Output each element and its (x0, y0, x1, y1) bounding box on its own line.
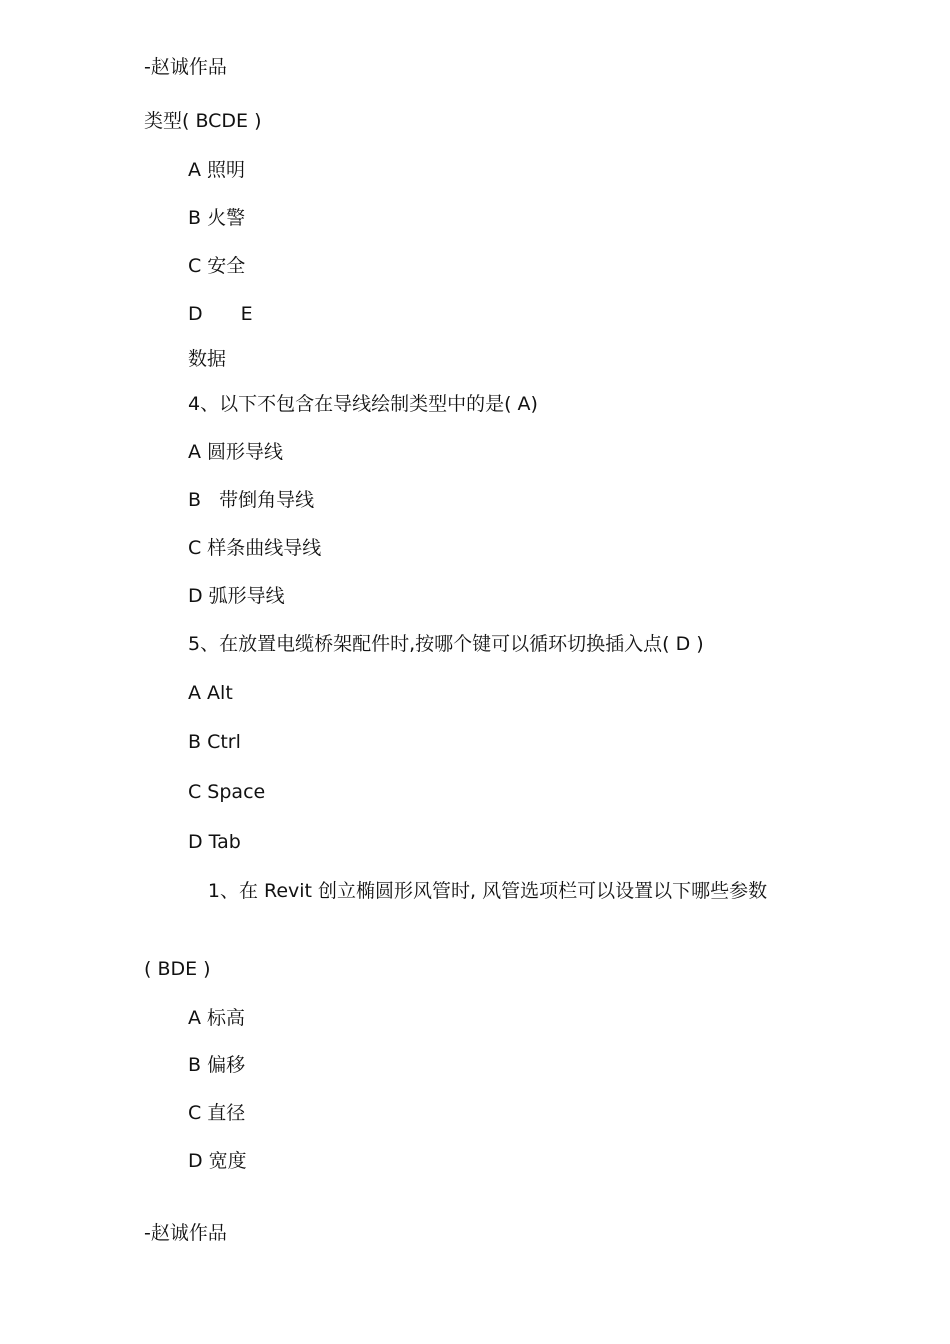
question-5-option-a: A Alt (188, 682, 233, 704)
page-footer: -赵诚作品 (144, 1222, 227, 1244)
multi-question-1-option-a: A 标高 (188, 1007, 246, 1029)
question-3-option-e: E (240, 303, 253, 325)
multi-question-1-option-b: B 偏移 (188, 1054, 246, 1076)
question-3-option-a: A 照明 (188, 159, 246, 181)
multi-question-1-option-c: C 直径 (188, 1102, 246, 1124)
question-3-option-d: D (188, 303, 203, 325)
question-4-stem: 4、以下不包含在导线绘制类型中的是( A) (188, 393, 538, 415)
question-5-stem: 5、在放置电缆桥架配件时,按哪个键可以循环切换插入点( D ) (188, 633, 704, 655)
question-3-option-e-text: 数据 (188, 348, 227, 370)
page-header: -赵诚作品 (144, 56, 227, 78)
multi-question-1-option-d: D 宽度 (188, 1150, 247, 1172)
question-5-option-c: C Space (188, 781, 266, 803)
question-4-option-c: C 样条曲线导线 (188, 537, 322, 559)
question-4-option-d: D 弧形导线 (188, 585, 285, 607)
multi-question-1-answer: ( BDE ) (144, 958, 211, 980)
question-3-stem: 类型( BCDE ) (144, 110, 262, 132)
question-3-option-de (188, 301, 253, 327)
question-3-option-b: B 火警 (188, 207, 246, 229)
question-4-option-a: A 圆形导线 (188, 441, 284, 463)
multi-question-1-stem: 1、在 Revit 创立椭圆形风管时, 风管选项栏可以设置以下哪些参数 (207, 880, 768, 902)
question-3-option-c: C 安全 (188, 255, 246, 277)
question-5-option-b: B Ctrl (188, 731, 241, 753)
question-4-option-b: B 带倒角导线 (188, 489, 315, 511)
question-5-option-d: D Tab (188, 831, 241, 853)
